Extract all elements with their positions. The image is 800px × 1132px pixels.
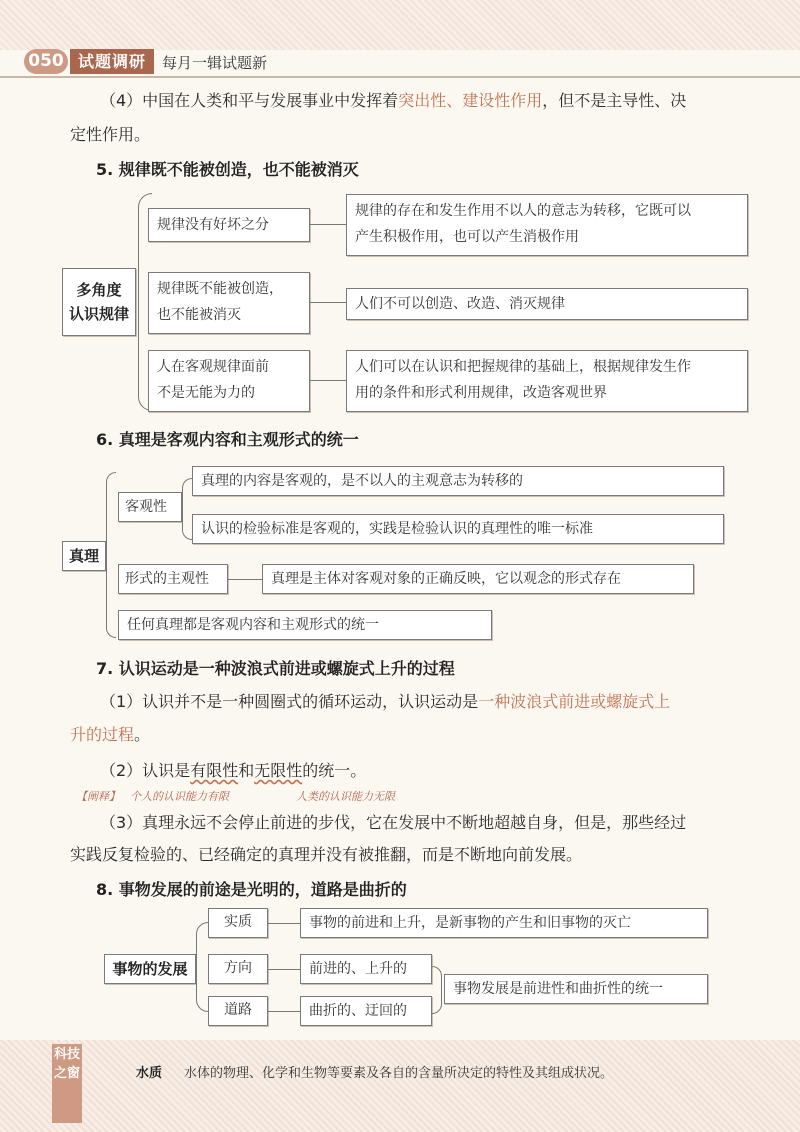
annotation-infinite: 人类的认识能力无限 xyxy=(296,790,395,803)
s7-paragraph-3-line2: 实践反复检验的、已经确定的真理并没有被推翻，而是不断地向前发展。 xyxy=(70,845,583,864)
box-text: 产生积极作用，也可以产生消极作用 xyxy=(355,229,579,245)
box-text: 实质 xyxy=(224,914,252,930)
box-text: 认识的检验标准是客观的，实践是检验认识的真理性的唯一标准 xyxy=(201,521,593,537)
root-label: 认识规律 xyxy=(68,305,129,323)
box-text: 事物的前进和上升，是新事物的产生和旧事物的灭亡 xyxy=(309,915,631,931)
annotation-finite: 个人的认识能力有限 xyxy=(130,790,229,803)
paragraph-4-line1 xyxy=(100,88,686,114)
root-label: 多角度 xyxy=(76,281,122,299)
path-text xyxy=(300,996,432,1026)
box-text: 真理是主体对客观对象的正确反映，它以观念的形式存在 xyxy=(271,571,621,587)
paragraph-text: （1）认识并不是一种圆圈式的循环运动，认识运动是 xyxy=(100,692,479,711)
paragraph-text: 和 xyxy=(238,761,255,780)
s5-left-1 xyxy=(148,208,310,242)
objective-point-1 xyxy=(192,466,724,496)
box-text: 真理的内容是客观的，是不以人的主观意志为转移的 xyxy=(201,473,523,489)
highlight-text: 升的过程 xyxy=(70,725,135,744)
header-divider xyxy=(0,76,800,78)
paragraph-text: （4）中国在人类和平与发展事业中发挥着 xyxy=(100,91,399,110)
connector xyxy=(268,923,300,924)
objective-point-2 xyxy=(192,514,724,544)
box-text: 前进的、上升的 xyxy=(309,961,407,977)
box-text: 人在客观规律面前 xyxy=(157,359,269,375)
section-8-title: 8. 事物发展的前途是光明的，道路是曲折的 xyxy=(96,880,407,899)
box-text: 规律既不能被创造， xyxy=(157,281,283,297)
box-text: 人们可以在认识和把握规律的基础上，根据规律发生作 xyxy=(355,359,691,375)
finite-term: 有限性 xyxy=(190,761,239,780)
direction-node xyxy=(208,954,268,984)
page-number: 050 xyxy=(24,49,68,74)
direction-text xyxy=(300,954,432,984)
s7-paragraph-2 xyxy=(100,758,366,784)
summary-brace xyxy=(432,966,442,1014)
paragraph-text: （2）认识是 xyxy=(100,761,191,780)
s7-paragraph-1-line2 xyxy=(70,722,150,748)
section-5-title: 5. 规律既不能被创造，也不能被消灭 xyxy=(96,160,359,179)
header-subtitle: 每月一辑试题新 xyxy=(162,54,268,72)
paragraph-text: 的统一。 xyxy=(302,761,367,780)
box-text: 用的条件和形式利用规律，改造客观世界 xyxy=(355,385,607,401)
s5-left-2 xyxy=(148,272,310,334)
connector xyxy=(310,380,346,381)
column-title: 试题调研 xyxy=(70,49,154,74)
connector xyxy=(228,579,262,580)
path-node xyxy=(208,996,268,1026)
s5-left-3 xyxy=(148,350,310,412)
section-8-brace xyxy=(196,922,208,1012)
unity-node xyxy=(118,610,492,640)
root-node xyxy=(62,268,136,336)
box-text: 事物发展是前进性和曲折性的统一 xyxy=(453,981,663,997)
box-text: 任何真理都是客观内容和主观形式的统一 xyxy=(127,617,379,633)
truth-root: 真理 xyxy=(62,541,106,571)
box-text: 形式的主观性 xyxy=(125,571,209,587)
essence-text xyxy=(300,908,708,938)
s7-paragraph-3-line1: （3）真理永远不会停止前进的步伐，它在发展中不断地超越自身，但是，那些经过 xyxy=(100,813,687,832)
footer-band xyxy=(0,1040,800,1132)
connector xyxy=(310,302,346,303)
box-text: 道路 xyxy=(224,1002,252,1018)
paragraph-text: ，但不是主导性、决 xyxy=(542,91,687,110)
section-7-title: 7. 认识运动是一种波浪式前进或螺旋式上升的过程 xyxy=(96,659,455,678)
infinite-term: 无限性 xyxy=(254,761,303,780)
highlight-text: 一种波浪式前进或螺旋式上 xyxy=(478,692,671,711)
paragraph-text: 。 xyxy=(134,725,151,744)
footer-definition: 水体的物理、化学和生物等要素及各自的含量所决定的特性及其组成状况。 xyxy=(184,1066,614,1081)
section-6-title: 6. 真理是客观内容和主观形式的统一 xyxy=(96,430,359,449)
highlight-text: 突出性、建设性作用 xyxy=(398,91,543,110)
box-text: 规律的存在和发生作用不以人的意志为转移，它既可以 xyxy=(355,203,691,219)
footer-term: 水质 xyxy=(136,1066,163,1081)
box-text: 方向 xyxy=(224,960,252,976)
box-text: 曲折的、迂回的 xyxy=(309,1003,407,1019)
box-text: 人们不可以创造、改造、消灭规律 xyxy=(355,296,565,312)
box-text: 规律没有好坏之分 xyxy=(157,217,269,233)
connector xyxy=(268,1011,300,1012)
header-band xyxy=(0,0,800,50)
objective-brace xyxy=(182,478,192,540)
subjective-point xyxy=(262,564,694,594)
box-text: 也不能被消灭 xyxy=(157,307,241,323)
footer-tag: 科技之窗 xyxy=(52,1044,82,1123)
connector xyxy=(310,224,346,225)
development-root: 事物的发展 xyxy=(104,954,196,984)
s5-right-1 xyxy=(346,194,748,256)
box-text: 不是无能为力的 xyxy=(157,385,255,401)
s5-right-3 xyxy=(346,350,748,412)
s7-paragraph-1-line1 xyxy=(100,689,670,715)
summary-node xyxy=(444,974,708,1004)
paragraph-4-line2: 定性作用。 xyxy=(70,125,151,144)
box-text: 客观性 xyxy=(125,499,167,515)
section-6-brace xyxy=(106,472,116,638)
subjective-node xyxy=(118,564,228,594)
annotation-tag: 【阐释】 xyxy=(76,790,120,803)
essence-node xyxy=(208,908,268,938)
objective-node xyxy=(118,492,182,522)
s5-right-2 xyxy=(346,288,748,320)
connector xyxy=(268,969,300,970)
